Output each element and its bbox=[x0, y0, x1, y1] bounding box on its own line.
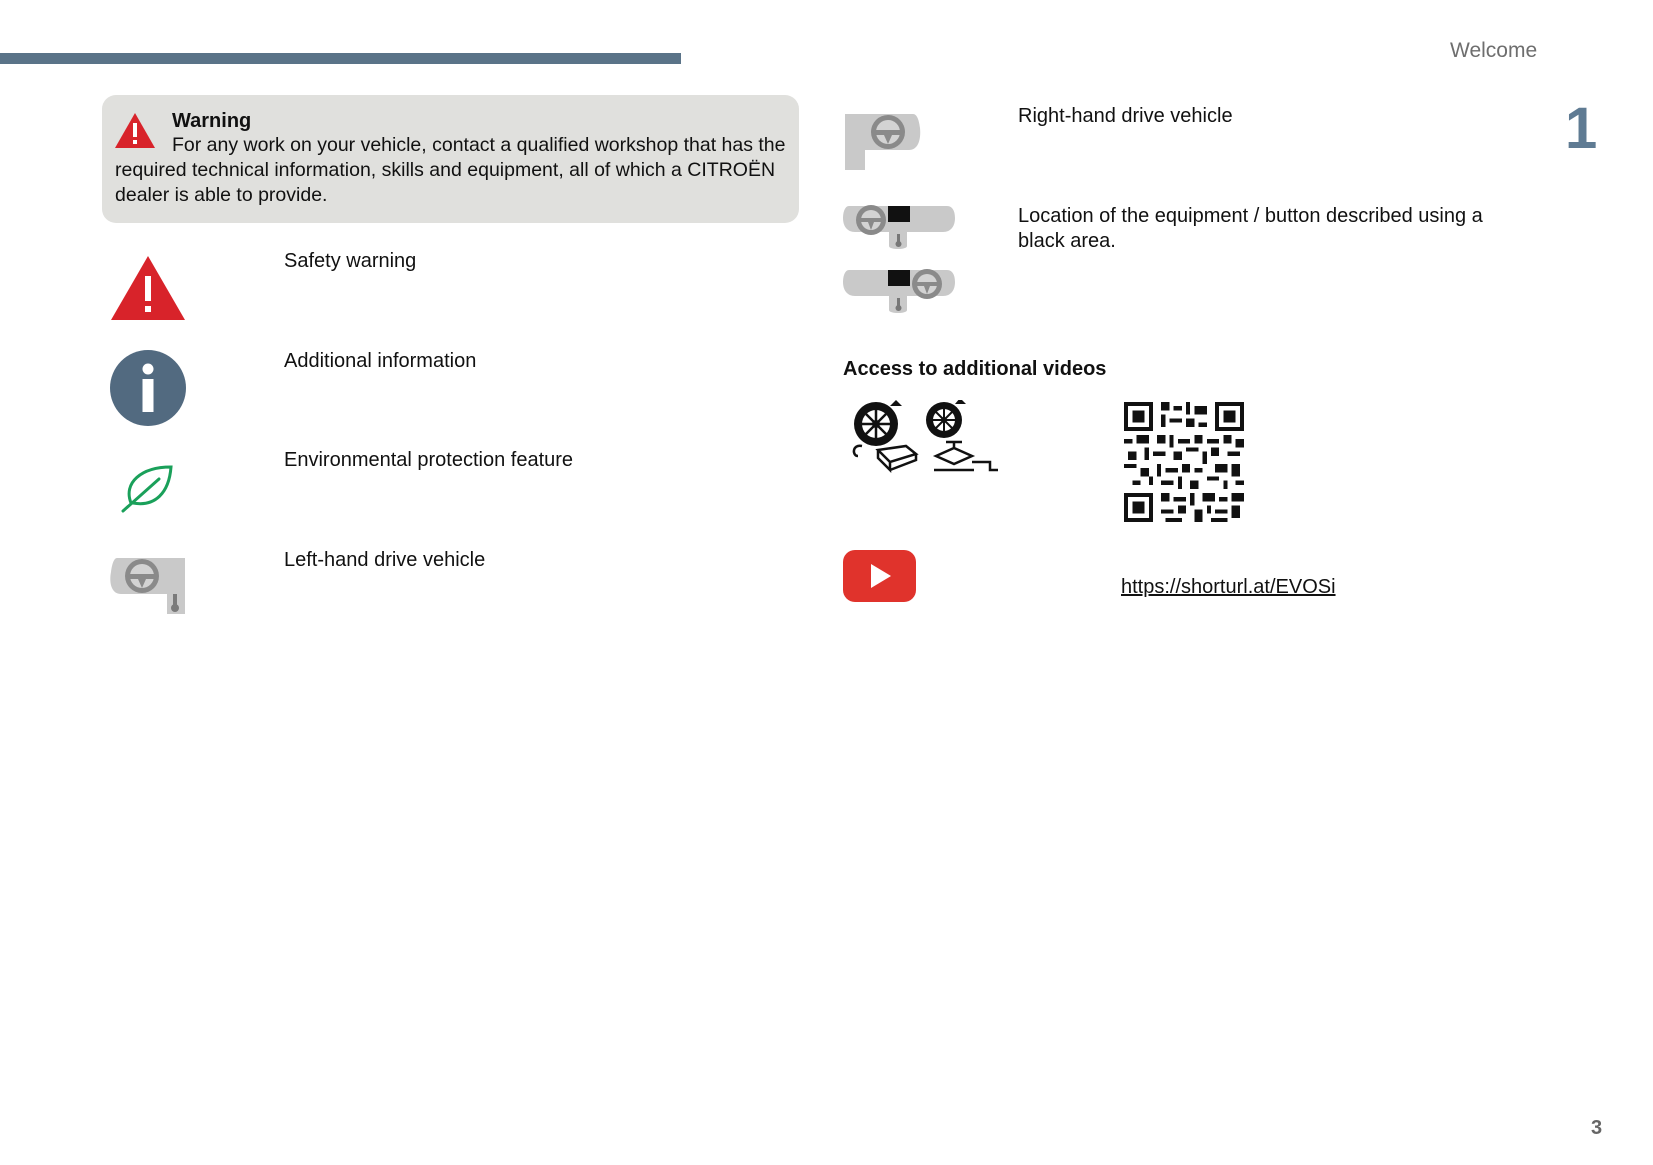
warning-box bbox=[102, 95, 799, 223]
dashboard-location-icon bbox=[843, 202, 955, 318]
legend-label-environmental-protection: Environmental protection feature bbox=[284, 449, 574, 471]
legend-label-left-hand-drive: Left-hand drive vehicle bbox=[284, 549, 486, 571]
legend-label-equipment-location: Location of the equipment / button described using a black area. bbox=[1018, 205, 1483, 252]
legend-label-additional-information: Additional information bbox=[284, 350, 477, 372]
legend-label-safety-warning: Safety warning bbox=[284, 250, 417, 272]
right-hand-drive-icon bbox=[843, 110, 923, 172]
info-icon bbox=[109, 349, 187, 427]
youtube-icon[interactable] bbox=[843, 550, 916, 602]
tyre-repair-icon bbox=[850, 400, 1000, 478]
left-hand-drive-icon bbox=[109, 554, 187, 616]
section-title: Welcome bbox=[1450, 39, 1538, 62]
safety-warning-icon bbox=[110, 255, 186, 321]
warning-title: Warning bbox=[172, 110, 252, 132]
warning-text: For any work on your vehicle, contact a qualified workshop that has the required technical information, skills and equipment, all of which a CITROËN dealer is able to provide. bbox=[115, 134, 786, 206]
leaf-icon bbox=[121, 463, 175, 513]
chapter-number: 1 bbox=[1565, 96, 1598, 161]
qr-code[interactable] bbox=[1124, 402, 1244, 522]
header-accent-bar bbox=[0, 53, 681, 64]
legend-label-right-hand-drive: Right-hand drive vehicle bbox=[1018, 105, 1233, 127]
video-url-link[interactable]: https://shorturl.at/EVOSi bbox=[1121, 576, 1336, 598]
videos-heading: Access to additional videos bbox=[843, 358, 1107, 380]
page-number: 3 bbox=[1591, 1117, 1603, 1139]
